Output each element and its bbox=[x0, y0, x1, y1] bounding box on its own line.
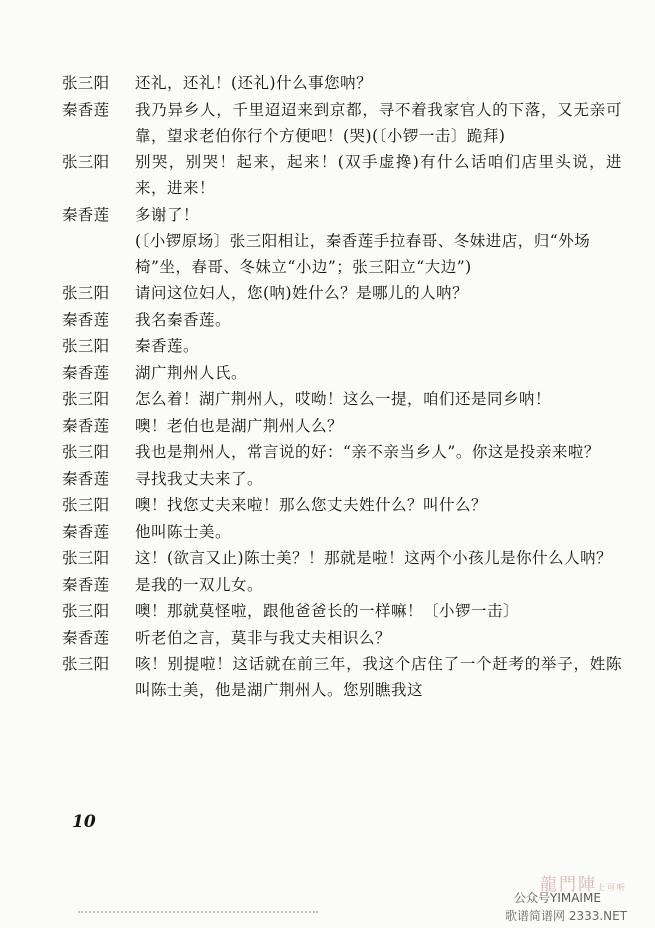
dialogue-text: 多谢了！ bbox=[135, 205, 200, 224]
dialogue-text: 我名秦香莲。 bbox=[135, 310, 232, 329]
speaker-name: 秦香莲 bbox=[62, 522, 110, 541]
dialogue-text: 噢！那就莫怪啦，跟他爸爸长的一样嘛！〔小锣一击〕 bbox=[135, 602, 520, 620]
dialogue-line bbox=[62, 625, 622, 651]
dialogue-text: 还礼，还礼！(还礼)什么事您呐？ bbox=[135, 74, 373, 92]
dialogue-text: 请问这位妇人，您(呐)姓什么？是哪儿的人呐？ bbox=[135, 284, 469, 302]
dialogue-line bbox=[62, 386, 622, 412]
dialogue-line bbox=[62, 492, 622, 518]
dialogue-line bbox=[62, 439, 622, 465]
dialogue-line bbox=[62, 545, 622, 571]
speaker-name: 秦香莲 bbox=[62, 205, 110, 224]
dialogue-text: 他叫陈士美。 bbox=[135, 522, 232, 541]
scan-smudge bbox=[78, 911, 318, 915]
speaker-name: 张三阳 bbox=[62, 284, 110, 302]
dialogue-text: 我乃异乡人，千里迢迢来到京都，寻不着我家官人的下落，又无亲可靠，望求老伯你行个方便吧！(哭)(〔小锣一击〕跪拜) bbox=[135, 100, 622, 145]
speaker-name: 秦香莲 bbox=[62, 363, 110, 382]
dialogue-line bbox=[62, 466, 622, 492]
speaker-name: 秦香莲 bbox=[62, 469, 110, 488]
dialogue-line bbox=[62, 149, 622, 201]
stage-direction: (〔小锣原场〕张三阳相让，秦香莲手拉春哥、冬妹进店，归“外场椅”坐，春哥、冬妹立“小边”；张三阳立“大边”) bbox=[135, 232, 591, 276]
speaker-name: 张三阳 bbox=[62, 153, 110, 171]
dialogue-text: 我也是荆州人，常言说的好：“亲不亲当乡人”。你这是投亲来啦？ bbox=[135, 443, 600, 461]
dialogue-text: 别哭，别哭！起来，起来！(双手虚搀)有什么话咱们店里头说，进来，进来！ bbox=[135, 153, 622, 197]
watermark-site: 歌谱简谱网 2333.NET bbox=[505, 909, 628, 923]
dialogue-line bbox=[62, 572, 622, 598]
speaker-name: 张三阳 bbox=[62, 496, 110, 514]
speaker-name: 秦香莲 bbox=[62, 310, 110, 329]
speaker-name: 秦香莲 bbox=[62, 416, 110, 435]
speaker-name: 秦香莲 bbox=[62, 100, 110, 119]
dialogue-line bbox=[62, 598, 622, 624]
dialogue-text: 噢！老伯也是湖广荆州人么？ bbox=[135, 416, 344, 435]
dialogue-text: 噢！找您丈夫来啦！那么您丈夫姓什么？叫什么？ bbox=[135, 496, 488, 514]
dialogue-line bbox=[62, 333, 622, 359]
dialogue-line bbox=[62, 413, 622, 439]
speaker-name: 张三阳 bbox=[62, 74, 110, 92]
dialogue-text: 秦香莲。 bbox=[135, 337, 200, 355]
dialogue-line bbox=[62, 519, 622, 545]
dialogue-line bbox=[62, 202, 622, 228]
dialogue-line bbox=[62, 651, 622, 703]
speaker-name: 张三阳 bbox=[62, 549, 110, 567]
dialogue-line bbox=[62, 70, 622, 96]
dialogue-text: 听老伯之言，莫非与我丈夫相识么？ bbox=[135, 628, 392, 647]
dialogue-line bbox=[62, 97, 622, 149]
dialogue-text: 寻找我丈夫来了。 bbox=[135, 469, 264, 488]
dialogue-text: 湖广荆州人氏。 bbox=[135, 363, 248, 382]
speaker-name: 张三阳 bbox=[62, 602, 110, 620]
watermark-publisher: 公众号YIMAIME bbox=[514, 891, 601, 905]
dialogue-line bbox=[62, 360, 622, 386]
dialogue-line bbox=[62, 307, 622, 333]
speaker-name: 张三阳 bbox=[62, 390, 110, 408]
speaker-name: 秦香莲 bbox=[62, 575, 110, 594]
dialogue-text: 咳！别提啦！这话就在前三年，我这个店住了一个赶考的举子，姓陈叫陈士美，他是湖广荆州人。您别瞧我这 bbox=[135, 655, 622, 699]
speaker-name: 秦香莲 bbox=[62, 628, 110, 647]
script-body bbox=[62, 70, 622, 704]
dialogue-line bbox=[62, 280, 622, 306]
dialogue-text: 这！(欲言又止)陈士美？！那就是啦！这两个小孩儿是你什么人呐？ bbox=[135, 549, 613, 567]
speaker-name: 张三阳 bbox=[62, 443, 110, 461]
speaker-name: 张三阳 bbox=[62, 337, 110, 355]
dialogue-text: 是我的一双儿女。 bbox=[135, 575, 264, 594]
speaker-name: 张三阳 bbox=[62, 655, 110, 673]
watermark-logo-small: 上可听 bbox=[597, 883, 627, 892]
page-number: 10 bbox=[72, 812, 96, 832]
watermark-logo-text: 龍門陣 bbox=[540, 875, 597, 895]
dialogue-text: 怎么着！湖广荆州人，哎呦！这么一提，咱们还是同乡呐！ bbox=[135, 390, 552, 408]
